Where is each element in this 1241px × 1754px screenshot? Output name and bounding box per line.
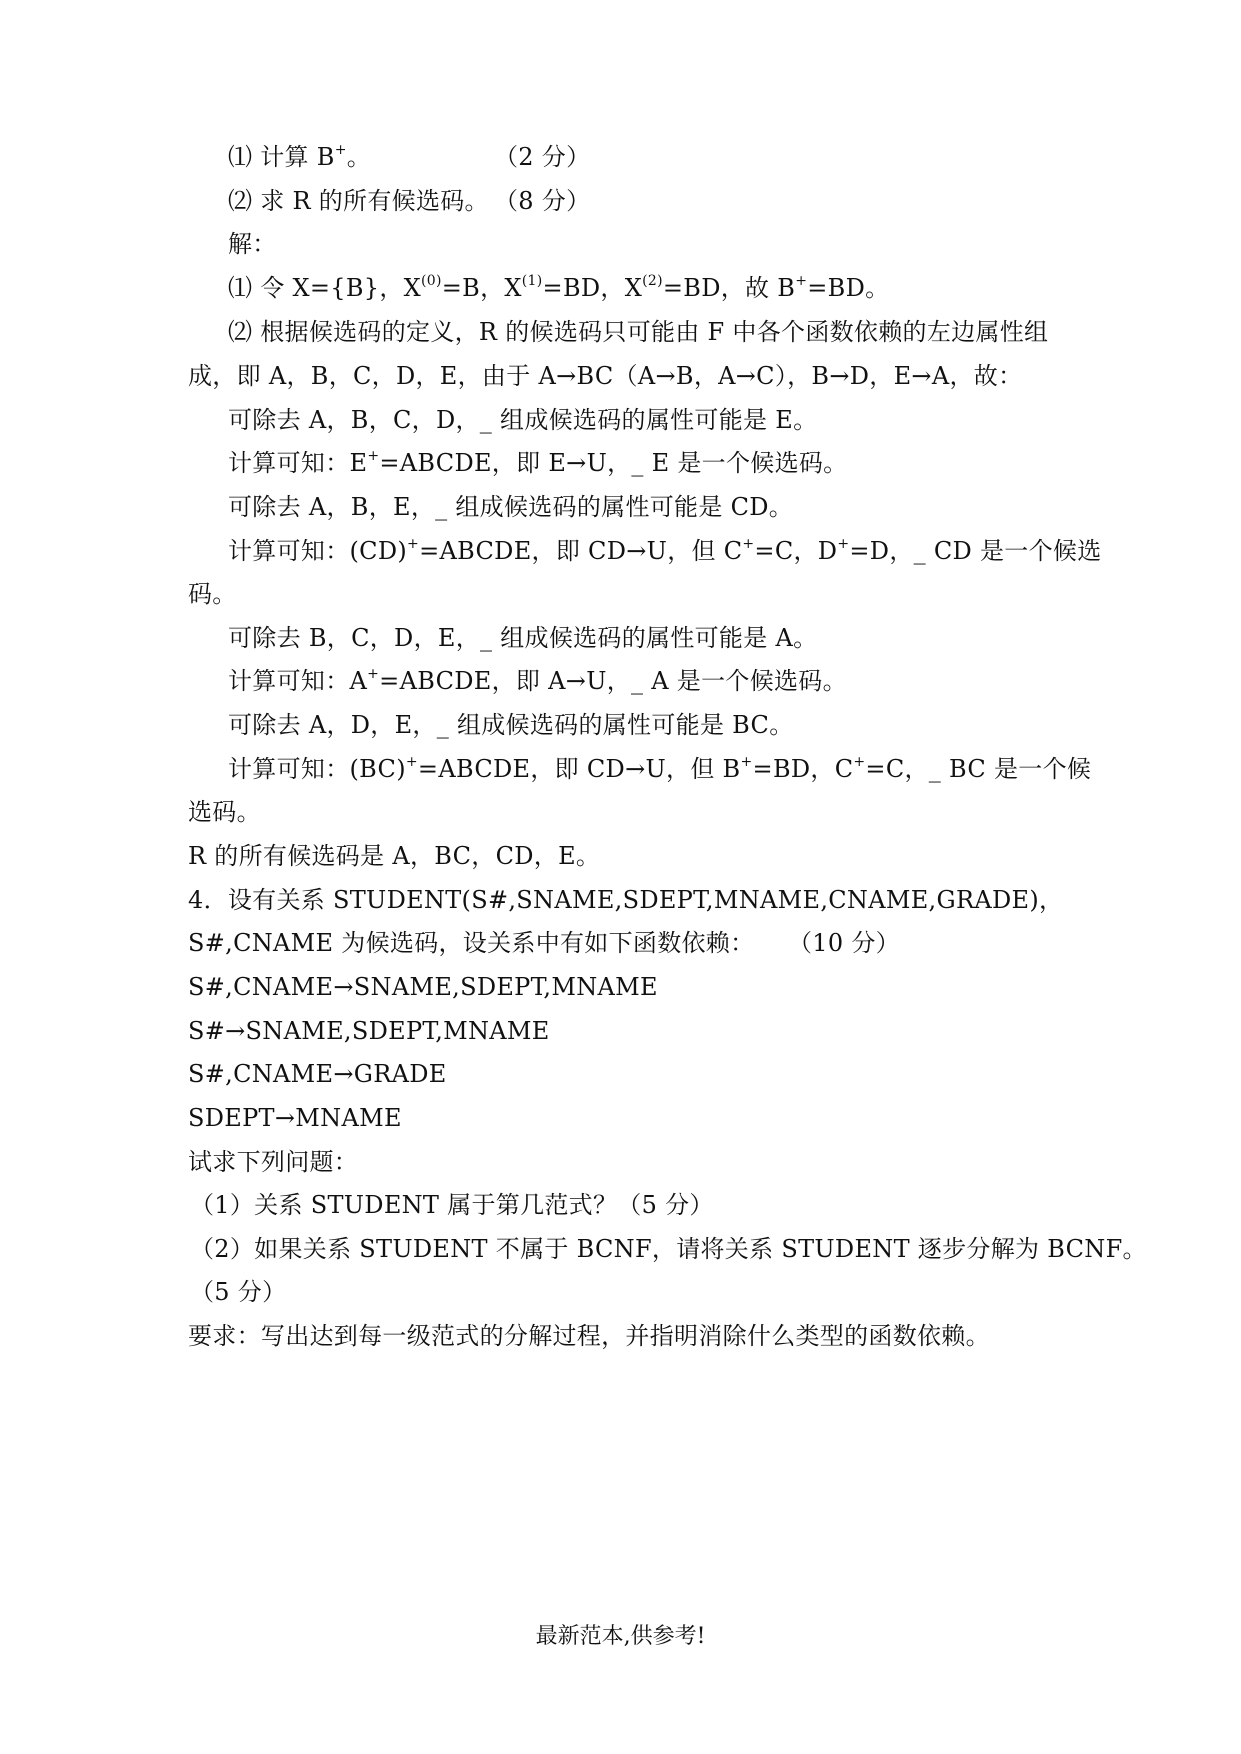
step-4-cont: 码。: [188, 580, 237, 608]
fd-4: SDEPT→MNAME: [188, 1104, 402, 1132]
q4-score: （10 分）: [788, 929, 900, 957]
q3-sub2: ⑵ 求 R 的所有候选码。 （8 分）: [228, 187, 591, 215]
step-8-cont: 选码。: [188, 798, 261, 826]
q3-sub1-score: （2 分）: [494, 143, 591, 171]
step-8: 计算可知：(BC)+=ABCDE，即 CD→U，但 B+=BD，C+=C，_ BC 是一个候: [228, 754, 1092, 783]
q4-line-1: 4．设有关系 STUDENT(S#,SNAME,SDEPT,MNAME,CNAME,GRADE)，: [188, 886, 1064, 914]
step-6: 计算可知：A+=ABCDE，即 A→U，_ A 是一个候选码。: [228, 666, 847, 695]
q4-sub1: （1）关系 STUDENT 属于第几范式？（5 分）: [190, 1191, 714, 1219]
fd-3: S#,CNAME→GRADE: [188, 1060, 447, 1088]
fd-1: S#,CNAME→SNAME,SDEPT,MNAME: [188, 973, 658, 1001]
page-footer: 最新范本,供参考!: [535, 1624, 706, 1649]
step-7: 可除去 A，D，E，_ 组成候选码的属性可能是 BC。: [228, 711, 794, 739]
q3-sub1: ⑴ 计算 B+。 （2 分）: [228, 142, 591, 171]
q4-requirement: 要求：写出达到每一级范式的分解过程，并指明消除什么类型的函数依赖。: [188, 1322, 990, 1350]
q4-line-2: S#,CNAME 为候选码，设关系中有如下函数依赖： （10 分）: [188, 929, 900, 957]
step-2: 计算可知：E+=ABCDE，即 E→U，_ E 是一个候选码。: [228, 448, 848, 477]
step-1: 可除去 A，B，C，D，_ 组成候选码的属性可能是 E。: [228, 406, 818, 434]
step-3: 可除去 A，B，E，_ 组成候选码的属性可能是 CD。: [228, 493, 794, 521]
q4-sub2: （2）如果关系 STUDENT 不属于 BCNF，请将关系 STUDENT 逐步分解为 BCNF。: [190, 1235, 1147, 1263]
answer-1: ⑴ 令 X={B}，$X^{(0)}=B$，$X^{(1)}=BD$，$X^{(2)}=BD$，故 B+=BD。: [228, 273, 890, 302]
answer-2-line-1: ⑵ 根据候选码的定义，R 的候选码只可能由 F 中各个函数依赖的左边属性组: [228, 318, 1049, 346]
conclusion: R 的所有候选码是 A，BC，CD，E。: [188, 842, 601, 870]
q4-sub2-score: （5 分）: [190, 1278, 287, 1306]
answer-2-line-2: 成，即 A，B，C，D，E，由于 A→BC（A→B，A→C），B→D，E→A，故：: [188, 362, 1023, 390]
solution-label: 解：: [228, 230, 277, 258]
fd-2: S#→SNAME,SDEPT,MNAME: [188, 1017, 550, 1045]
step-4: 计算可知：(CD)+=ABCDE，即 CD→U，但 C+=C，D+=D，_ CD 是一个候选: [228, 536, 1102, 565]
q3-sub2-score: （8 分）: [494, 187, 591, 215]
q4-prompt: 试求下列问题：: [188, 1148, 359, 1176]
step-5: 可除去 B，C，D，E，_ 组成候选码的属性可能是 A。: [228, 624, 818, 652]
